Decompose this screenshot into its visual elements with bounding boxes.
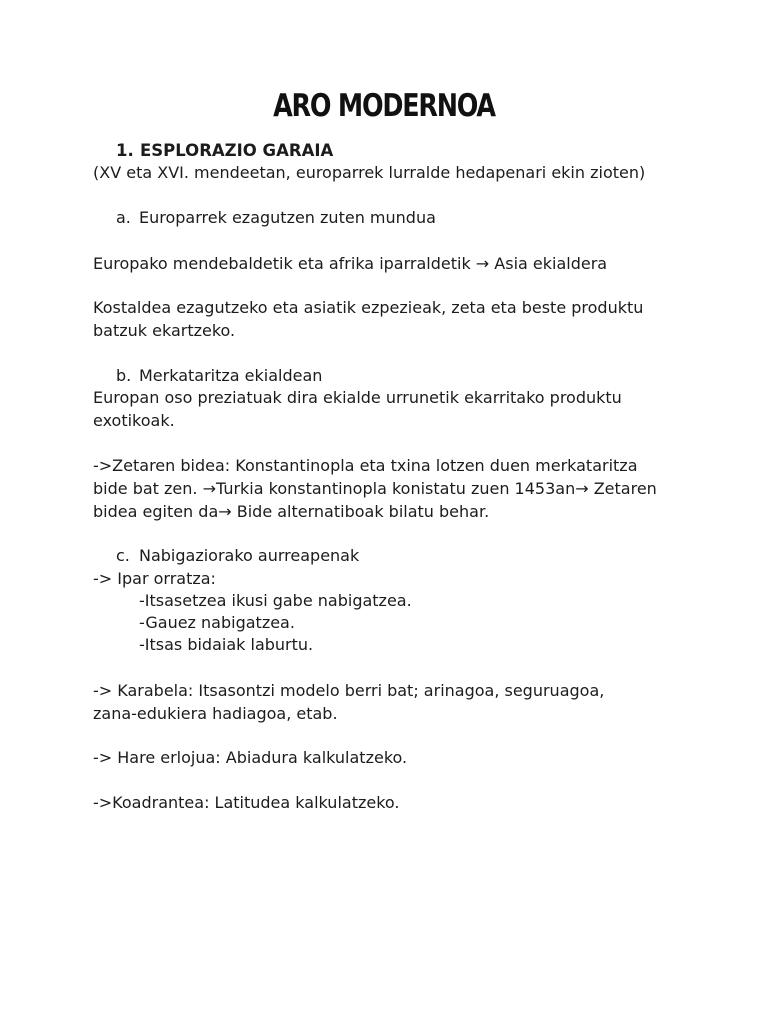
paragraph-line: bidea egiten da→ Bide alternatiboak bilatu behar. [93,502,490,521]
section-number: 1. [116,141,134,160]
list-item: -Itsas bidaiak laburtu. [139,635,314,654]
subsection-c-title [116,545,359,567]
subsection-b-marker: b. [116,366,132,385]
paragraph: -> Hare erlojua: Abiadura kalkulatzeko. [93,748,408,767]
list-item: -Itsasetzea ikusi gabe nabigatzea. [139,591,412,610]
section-heading-text: ESPLORAZIO GARAIA [140,141,334,160]
list-item: -Gauez nabigatzea. [139,613,295,632]
subsection-a-marker: a. [116,208,131,227]
subsection-a-text: Europarrek ezagutzen zuten mundua [139,208,436,227]
paragraph-line: bide bat zen. →Turkia konstantinopla konistatu zuen 1453an→ Zetaren [93,479,657,498]
subsection-a-title [116,207,436,229]
list-heading: -> Ipar orratza: [93,569,216,588]
paragraph-line: zana-edukiera hadiagoa, etab. [93,704,338,723]
paragraph-line: ->Zetaren bidea: Konstantinopla eta txina lotzen duen merkataritza [93,456,638,475]
subsection-b-title [116,365,322,387]
paragraph: Europako mendebaldetik eta afrika iparraldetik → Asia ekialdera [93,254,608,273]
section-intro: (XV eta XVI. mendeetan, europarrek lurralde hedapenari ekin zioten) [93,163,646,182]
paragraph-line: -> Karabela: Itsasontzi modelo berri bat; arinagoa, seguruagoa, [93,681,605,700]
subsection-c-marker: c. [116,546,130,565]
section-heading [116,140,333,162]
paragraph-line: Europan oso preziatuak dira ekialde urrunetik ekarritako produktu [93,388,622,407]
paragraph-line: exotikoak. [93,411,175,430]
paragraph: ->Koadrantea: Latitudea kalkulatzeko. [93,793,400,812]
page-title: ARO MODERNOA [273,88,495,124]
paragraph-line: batzuk ekartzeko. [93,321,236,340]
paragraph-line: Kostaldea ezagutzeko eta asiatik ezpezieak, zeta eta beste produktu [93,298,644,317]
subsection-c-text: Nabigaziorako aurreapenak [139,546,360,565]
subsection-b-text: Merkataritza ekialdean [139,366,323,385]
